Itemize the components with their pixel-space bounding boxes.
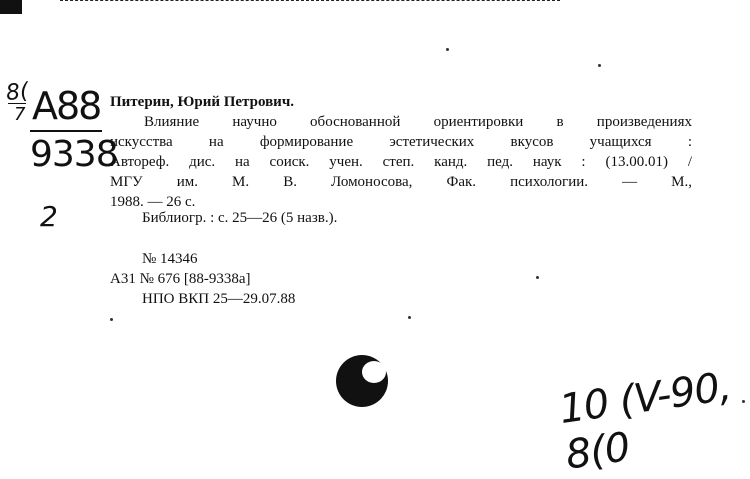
description-line: Автореф. дис. на соиск. учен. степ. канд. пед. наук : (13.00.01) / <box>110 154 692 170</box>
ink-stamp <box>336 355 388 407</box>
speck <box>446 48 449 51</box>
title-description <box>110 112 692 212</box>
description-line: Влияние научно обоснованной ориентировки в произведениях <box>144 114 692 130</box>
card-top-edge <box>60 0 560 3</box>
author-cipher: A88 <box>32 84 101 128</box>
series-line: А31 № 676 [88-9338а] <box>110 271 251 287</box>
speck <box>742 400 745 403</box>
shelf-mark-bottom: 7 <box>14 104 26 125</box>
bibliography-note: Библиогр. : с. 25—26 (5 назв.). <box>142 210 338 226</box>
order-number: № 14346 <box>142 251 198 267</box>
description-line: искусства на формирование эстетических вкусов учащихся : <box>110 134 692 150</box>
speck <box>408 316 411 319</box>
accession-number: 9338 <box>30 134 118 175</box>
description-line: МГУ им. М. В. Ломоносова, Фак. психологии. — М., <box>110 174 692 190</box>
speck <box>110 318 113 321</box>
author-heading: Питерин, Юрий Петрович. <box>110 94 295 110</box>
cipher-divider <box>30 130 102 132</box>
speck <box>598 64 601 67</box>
handwritten-date: 10 (V-90, 8(0 <box>556 363 734 479</box>
description-line: 1988. — 26 с. <box>110 194 196 210</box>
copies-mark: 2 <box>40 200 58 233</box>
speck <box>536 276 539 279</box>
shelf-mark-top: 8( <box>4 78 30 107</box>
corner-mark <box>0 0 22 14</box>
printer-line: НПО ВКП 25—29.07.88 <box>142 291 296 307</box>
